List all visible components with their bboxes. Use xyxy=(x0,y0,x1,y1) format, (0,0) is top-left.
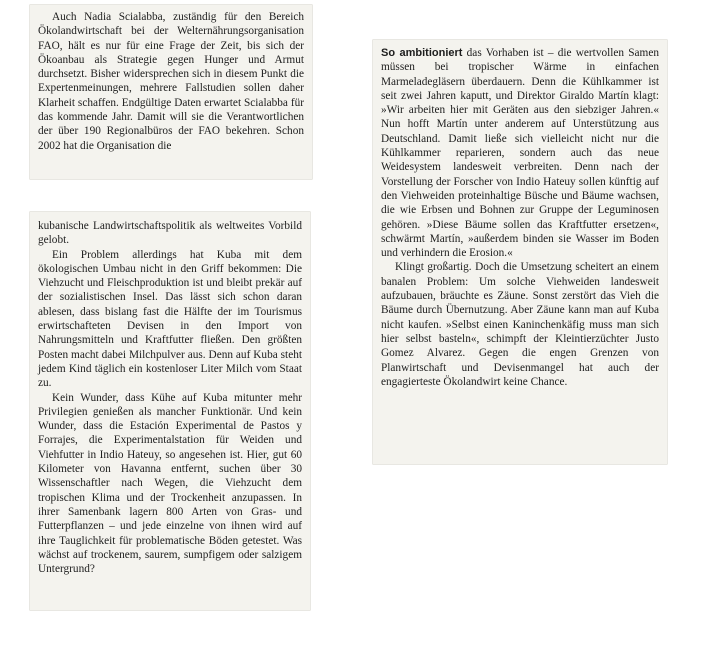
clipping-3-paragraph-1 xyxy=(381,46,659,260)
clipping-3-lead-in: So ambitioniert xyxy=(381,47,463,59)
clipping-2-paragraph-3: Kein Wunder, dass Kühe auf Kuba mitunter mehr Privilegien genießen als mancher Funktionär. Und kein Wunder, dass die Estación Experimental de Pastos y Forrajes, die Experimentalstation für Weiden und Viehfutter in Indio Hateuy, so angesehen ist. Hier, gut 60 Kilometer von Havanna entfernt, suchen über 30 Wissenschaftler nach Wegen, die Viehzucht dem tropischen Klima und der Trockenheit anzupassen. In ihrer Samenbank lagern 800 Arten von Gras- und Futterpflanzen – und jede einzelne von ihnen wird auf ihre Tauglichkeit für problematische Böden getestet. Was wächst auf trockenem, saurem, sumpfigem oder salzigem Untergrund? xyxy=(38,391,302,576)
newspaper-clipping-1 xyxy=(30,5,312,179)
clipping-3-paragraph-2: Klingt großartig. Doch die Umsetzung scheitert an einem banalen Problem: Um solche Viehweiden landesweit aufzubauen, bräuchte es Zäune. Sonst zerstört das Vieh die Bäume durch Übernutzung. Aber Zäune kann man auf Kuba nicht kaufen. »Selbst einen Kaninchenkäfig muss man sich hier selbst basteln«, schimpft der Kleintierzüchter Justo Gomez Alvarez. Gegen die engen Grenzen von Planwirtschaft und Devisenmangel hat auch der engagierteste Ökolandwirt keine Chance. xyxy=(381,261,659,388)
clipping-1-paragraph-1: Auch Nadia Scialabba, zuständig für den Bereich Ökolandwirtschaft bei der Welternährungsorganisation FAO, hält es nur für eine Frage der Zeit, bis sich der Ökoanbau als Strategie gegen Hunger und Armut durchsetzt. Bisher widersprechen sich in diesem Punkt die Expertenmeinungen, mehrere Fallstudien sollen daher Klarheit schaffen. Endgültige Daten erwartet Scialabba für das kommende Jahr. Damit will sie die Verantwortlichen der über 190 Regionalbüros der FAO bekehren. Schon 2002 hat die Organisation die xyxy=(38,11,304,152)
clipping-2-paragraph-1: kubanische Landwirtschaftspolitik als weltweites Vorbild gelobt. xyxy=(38,220,302,247)
clipping-2-paragraph-2: Ein Problem allerdings hat Kuba mit dem ökologischen Umbau nicht in den Griff bekommen: Die Viehzucht und Fleischproduktion ist und bleibt prekär auf der sozialistischen Insel. Das lässt sich schon daran ablesen, dass bislang fast die Hälfte der im Tourismus erwirtschafteten Devisen in den Import von Nahrungsmitteln und Kraftfutter fließen. Den größten Posten macht dabei Milchpulver aus. Denn auf Kuba steht jedem Kind täglich ein kostenloser Liter Milch vom Staat zu. xyxy=(38,248,302,390)
newspaper-clipping-2 xyxy=(30,212,310,610)
newspaper-clipping-3 xyxy=(373,40,667,464)
clipping-3-paragraph-1-text: das Vorhaben ist – die wertvollen Samen müssen bei tropischer Wärme in einfachen Marmeladegläsern überdauern. Denn die Kühlkammer ist seit zwei Jahren kaputt, und Direktor Giraldo Martín klagt: »Wir arbeiten hier mit Geräten aus den siebziger Jahren.« Nun hofft Martín unter anderem auf Unterstützung aus Deutschland. Damit ließe sich vielleicht nicht nur die Kühlkammer reparieren, sondern auch das neue Weidesystem landesweit verbreiten. Denn nach der Vorstellung der Forscher von Indio Hateuy sollen künftig auf den Viehweiden proteinhaltige Büsche und Bäume wachsen, die wie Erbsen und Bohnen zur Gruppe der Leguminosen gehören. »Diese Bäume sollen das Kraftfutter ersetzen«, schwärmt Martín, »außerdem binden sie Wasser im Boden und verhindern die Erosion.« xyxy=(381,47,660,260)
